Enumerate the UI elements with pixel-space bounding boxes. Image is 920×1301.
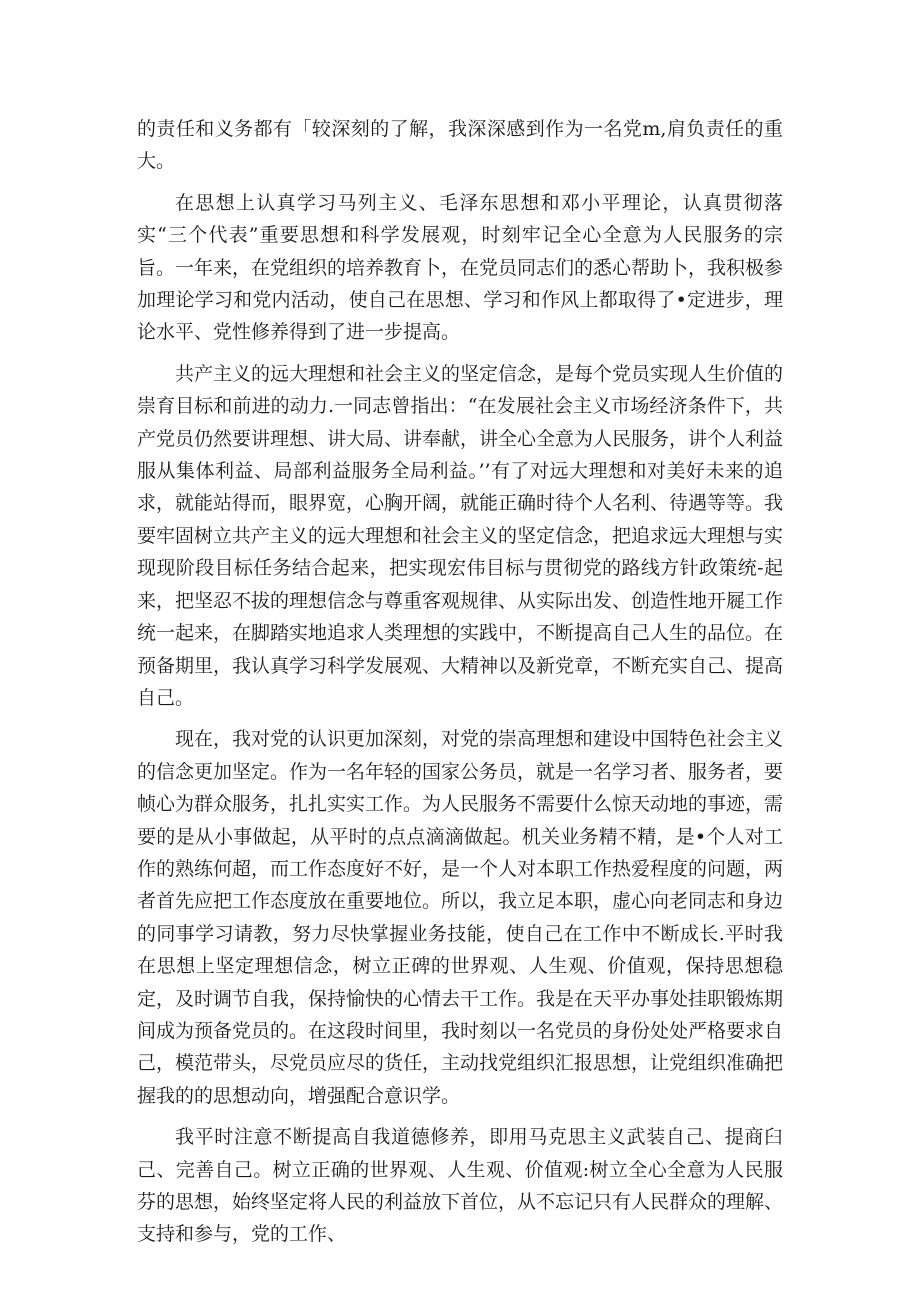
paragraph-1: 的责任和义务都有「较深刻的了解，我深深感到作为一名党m,肩负责任的重大。	[137, 118, 783, 173]
paragraph-2: 在思想上认真学习马列主义、毛泽东思想和邓小平理论，认真贯彻落实“三个代表”重要思想和科学发展观，时刻牢记全心全意为人民服务的宗旨。一年来，在党组织的培养教育卜，在党员同志们的悉心帮助卜，我积极参加理论学习和党内活动，使自己在思想、学习和作风上都取得了•定进步，理论水平、党性修养得到了进一步提高。	[137, 191, 784, 344]
paragraph-3: 共产主义的远大理想和社会主义的坚定信念，是每个党员实现人生价值的崇育目标和前进的动力.一同志曾指出：“在发展社会主义市场经济条件下，共产党员仍然要讲理想、讲大局、讲奉献，讲全心全意为人民服务，讲个人利益服从集体利益、局部利益服务全局利益。’’有了对远大理想和对美好未来的追求，就能站得而，眼界宽，心胸开阔，就能正确时待个人名利、待遇等等。我要牢固树立共产主义的远大理想和社会主义的坚定信念，把追求远大理想与实现现阶段目标任务结合起来，把实现宏伟目标与贯彻党的路线方针政策统-起来，把坚忍不拔的理想信念与尊重客观规律、从实际出发、创造性地开屣工作统一起来，在脚踏实地追求人类理想的实践中，不断提高自己人生的品位。在预备期里，我认真学习科学发展观、大精神以及新党章，不断充实自己、提高自己。	[137, 362, 784, 709]
document-body	[137, 113, 783, 1260]
paragraph-4: 现在，我对党的认识更加深刻，对党的崇高理想和建设中国特色社会主义的信念更加坚定。作为一名年轻的国家公务员，就是一名学习者、服务者，要帧心为群众服务，扎扎实实工作。为人民服务不需要什么惊天动地的事迹，需要的是从小事做起，从平时的点点滴滴做起。机关业务精不精，是•个人对工作的熟练何超，而工作态度好不好，是一个人对本职工作热爱程度的问题，两者首先应把工作态度放在重要地位。所以，我立足本职，虚心向老同志和身边的同事学习请教，努力尽快掌握业务技能，使自己在工作中不断成长.平时我在思想上坚定理想信念，树立正碑的世界观、人生观、价值观，保持思想稳定，及时调节自我，保持愉快的心情去干工作。我是在天平办事处挂职锻炼期间成为预备党员的。在这段时间里，我时刻以一名党员的身份处处严格要求自己，模范带头，尽党员应尽的货任，主动找党组织汇报思想，让党组织准确把握我的的思想动向，增强配合意识学。	[137, 728, 784, 1107]
paragraph-5: 我平时注意不断提高自我道德修养，即用马克思主义武装自己、提商臼己、完善自己。树立正确的世界观、人生观、价值观:树立全心全意为人民服芬的思想，始终坚定将人民的利益放下首位，从不忘记只有人民群众的理解、支持和参与，党的工作、	[137, 1126, 784, 1246]
